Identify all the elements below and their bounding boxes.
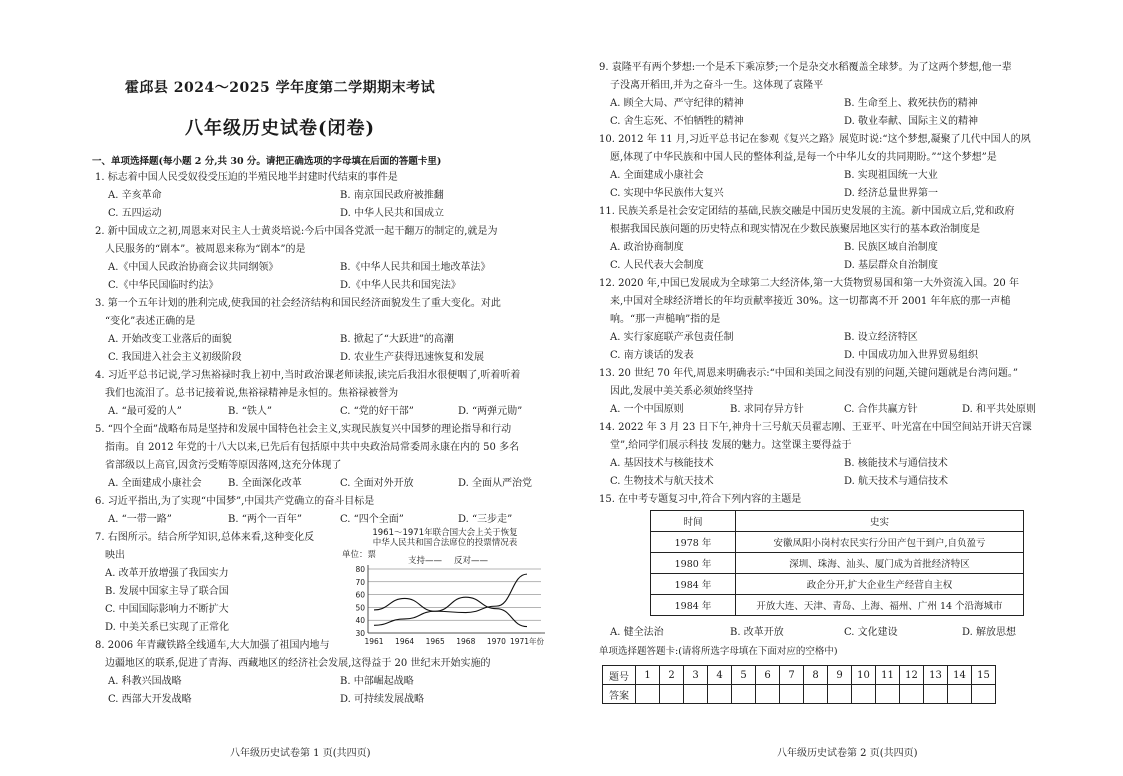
q11-option-d: D. 基层群众自治制度 xyxy=(844,260,939,271)
q13-option-c: C. 合作共赢方针 xyxy=(844,404,918,415)
table-cell-fact: 政企分开,扩大企业生产经营自主权 xyxy=(736,574,1024,595)
answer-input-cell[interactable] xyxy=(684,685,708,704)
question-11-stem-line2: 根据我国民族问题的历史特点和现实情况在少数民族聚居地区实行的基本政治制度是 xyxy=(610,224,980,235)
answer-number-cell: 12 xyxy=(900,666,924,685)
answer-input-cell[interactable] xyxy=(852,685,876,704)
q13-option-b: B. 求同存异方针 xyxy=(730,404,804,415)
answer-number-cell: 14 xyxy=(948,666,972,685)
answer-input-cell[interactable] xyxy=(756,685,780,704)
q15-option-d: D. 解放思想 xyxy=(962,627,1017,638)
q13-option-d: D. 和平共处原则 xyxy=(962,404,1037,415)
q11-option-b: B. 民族区域自治制度 xyxy=(844,242,938,253)
q4-option-a: A. “最可爱的人” xyxy=(108,406,182,417)
q6-option-a: A. “一带一路” xyxy=(108,514,172,525)
answer-number-cell: 15 xyxy=(972,666,996,685)
q5-option-b: B. 全面深化改革 xyxy=(228,478,302,489)
exam-title: 霍邱县 2024～2025 学年度第二学期期末考试 xyxy=(124,80,436,96)
answer-number-cell: 1 xyxy=(636,666,660,685)
q4-option-b: B. “铁人” xyxy=(228,406,272,417)
q14-option-d: D. 航天技术与通信技术 xyxy=(844,476,949,487)
q8-option-c: C. 西部大开发战略 xyxy=(108,694,192,705)
question-5-stem-line3: 省部级以上高官,因贪污受贿等原因落网,这充分体现了 xyxy=(105,460,342,471)
q10-option-c: C. 实现中华民族伟大复兴 xyxy=(610,188,724,199)
section-heading: 一、单项选择题(每小题 2 分,共 30 分。请把正确选项的字母填在后面的答题卡里) xyxy=(92,156,442,167)
q2-option-c: C.《中华民国临时约法》 xyxy=(108,280,219,291)
page-1-footer: 八年级历史试卷第 1 页(共四页) xyxy=(230,748,371,759)
question-9-stem-line1: 9. 袁隆平有两个梦想:一个是禾下乘凉梦;一个是杂交水稻覆盖全球梦。为了这两个梦想,他一辈 xyxy=(599,62,1012,73)
page-2-footer: 八年级历史试卷第 2 页(共四页) xyxy=(777,748,918,759)
table-cell-year: 1984 年 xyxy=(651,574,736,595)
q10-option-a: A. 全面建成小康社会 xyxy=(610,170,704,181)
q1-option-c: C. 五四运动 xyxy=(108,208,162,219)
answer-label-answer: 答案 xyxy=(603,685,636,704)
chart-title-line1: 1961～1971年联合国大会上关于恢复 xyxy=(372,528,518,538)
question-12-stem-line1: 12. 2020 年,中国已发展成为全球第二大经济体,第一大货物贸易国和第一大外资流入国。20 年 xyxy=(599,278,1019,289)
q14-option-a: A. 基因技术与核能技术 xyxy=(610,458,714,469)
q12-option-a: A. 实行家庭联产承包责任制 xyxy=(610,332,734,343)
answer-input-cell[interactable] xyxy=(948,685,972,704)
q14-option-c: C. 生物技术与航天技术 xyxy=(610,476,714,487)
question-14-stem-line2: 堂”,给同学们展示科技 发展的魅力。这堂课主要得益于 xyxy=(610,440,852,451)
q2-option-a: A.《中国人民政治协商会议共同纲领》 xyxy=(108,262,279,273)
answer-number-cell: 6 xyxy=(756,666,780,685)
answer-input-cell[interactable] xyxy=(660,685,684,704)
answer-card-table xyxy=(602,665,996,704)
q6-option-c: C. “四个全面” xyxy=(340,514,404,525)
question-5-stem-line1: 5. “四个全面”战略布局是坚持和发展中国特色社会主义,实现民族复兴中国梦的理论指导和行动 xyxy=(95,424,512,435)
table-cell-fact: 开放大连、天津、青岛、上海、福州、广州 14 个沿海城市 xyxy=(736,595,1024,616)
answer-number-cell: 10 xyxy=(852,666,876,685)
chart-y-unit-label: 单位：票 xyxy=(342,550,377,560)
chart-x-tick-label: 1965 xyxy=(425,637,445,646)
question-8-stem-line1: 8. 2006 年青藏铁路全线通车,大大加强了祖国内地与 xyxy=(95,640,330,651)
answer-input-cell[interactable] xyxy=(924,685,948,704)
q5-option-a: A. 全面建成小康社会 xyxy=(108,478,202,489)
q10-option-b: B. 实现祖国统一大业 xyxy=(844,170,938,181)
q3-option-d: D. 农业生产获得迅速恢复和发展 xyxy=(340,352,485,363)
answer-number-cell: 11 xyxy=(876,666,900,685)
table-header-time: 时间 xyxy=(651,511,736,532)
table-cell-fact: 深圳、珠海、汕头、厦门成为首批经济特区 xyxy=(736,553,1024,574)
chart-y-tick-label: 30 xyxy=(355,629,365,638)
exam-subtitle: 八年级历史试卷(闭卷) xyxy=(184,118,376,139)
question-6-stem: 6. 习近平指出,为了实现“中国梦”,中国共产党确立的奋斗目标是 xyxy=(95,496,375,507)
answer-input-cell[interactable] xyxy=(732,685,756,704)
answer-input-cell[interactable] xyxy=(972,685,996,704)
chart-y-tick-label: 40 xyxy=(355,616,365,626)
question-12-stem-line2: 来,中国对全球经济增长的年均贡献率接近 30%。这一切都离不开 2001 年年底的那一声槌 xyxy=(610,296,1011,307)
q12-option-c: C. 南方谈话的发表 xyxy=(610,350,694,361)
chart-x-tick-label: 1964 xyxy=(395,637,415,646)
question-10-stem-line1: 10. 2012 年 11 月,习近平总书记在参观《复兴之路》展览时说:“这个梦想,凝聚了几代中国人的夙 xyxy=(599,134,1031,145)
answer-input-cell[interactable] xyxy=(708,685,732,704)
question-13-stem-line1: 13. 20 世纪 70 年代,周恩来明确表示:“中国和美国之间没有别的问题,关键问题就是台湾问题。” xyxy=(599,368,1019,379)
q3-option-c: C. 我国进入社会主义初级阶段 xyxy=(108,352,242,363)
q5-option-d: D. 全面从严治党 xyxy=(458,478,533,489)
answer-input-cell[interactable] xyxy=(804,685,828,704)
q6-option-b: B. “两个一百年” xyxy=(228,514,302,525)
q1-option-d: D. 中华人民共和国成立 xyxy=(340,208,445,219)
table-row xyxy=(651,553,1024,574)
answer-number-cell: 2 xyxy=(660,666,684,685)
q7-option-b: B. 发展中国家主导了联合国 xyxy=(105,586,229,597)
question-1-stem: 1. 标志着中国人民受奴役受压迫的半殖民地半封建时代结束的事件是 xyxy=(95,172,398,183)
q9-option-d: D. 敬业奉献、国际主义的精神 xyxy=(844,116,979,127)
answer-box-row xyxy=(603,685,996,704)
q9-option-c: C. 舍生忘死、不怕牺牲的精神 xyxy=(610,116,744,127)
answer-number-cell: 8 xyxy=(804,666,828,685)
answer-input-cell[interactable] xyxy=(828,685,852,704)
legend-oppose: 反对—— xyxy=(454,556,489,566)
table-cell-year: 1978 年 xyxy=(651,532,736,553)
q9-option-b: B. 生命至上、救死扶伤的精神 xyxy=(844,98,978,109)
answer-input-cell[interactable] xyxy=(876,685,900,704)
q4-option-d: D. “两弹元勋” xyxy=(458,406,523,417)
question-2-stem-line2: 人民服务的“剧本”。被周恩来称为“剧本”的是 xyxy=(105,244,306,255)
answer-input-cell[interactable] xyxy=(636,685,660,704)
question-12-stem-line3: 响。“那一声槌响”指的是 xyxy=(610,314,721,325)
q1-option-b: B. 南京国民政府被推翻 xyxy=(340,190,444,201)
question-7-stem-line2: 映出 xyxy=(105,550,125,561)
table-header-row xyxy=(651,511,1024,532)
table-row xyxy=(651,595,1024,616)
q1-option-a: A. 辛亥革命 xyxy=(108,190,162,201)
q5-option-c: C. 全面对外开放 xyxy=(340,478,414,489)
table-cell-year: 1980 年 xyxy=(651,553,736,574)
chart-y-tick-label: 50 xyxy=(355,603,365,613)
exam-page-2 xyxy=(562,0,1123,776)
q3-option-b: B. 掀起了“大跃进”的高潮 xyxy=(340,334,454,345)
answer-input-cell[interactable] xyxy=(900,685,924,704)
q7-option-c: C. 中国国际影响力不断扩大 xyxy=(105,604,229,615)
answer-label-number: 题号 xyxy=(603,666,636,685)
q11-option-c: C. 人民代表大会制度 xyxy=(610,260,704,271)
q15-option-c: C. 文化建设 xyxy=(844,627,898,638)
answer-number-row xyxy=(603,666,996,685)
question-4-stem-line2: 我们也流泪了。总书记接着说,焦裕禄精神是永恒的。焦裕禄被誉为 xyxy=(105,388,399,399)
chart-y-tick-label: 70 xyxy=(355,577,365,587)
question-3-stem-line1: 3. 第一个五年计划的胜利完成,使我国的社会经济结构和国民经济面貌发生了重大变化。对此 xyxy=(95,298,501,309)
question-15-stem: 15. 在中考专题复习中,符合下列内容的主题是 xyxy=(599,494,802,505)
question-5-stem-line2: 指南。自 2012 年党的十八大以来,已先后有包括原中共中央政治局常委周永康在内的 50 多名 xyxy=(105,442,520,453)
voting-line-chart xyxy=(340,525,550,647)
q2-option-d: D.《中华人民共和国宪法》 xyxy=(340,280,461,291)
q2-option-b: B.《中华人民共和国土地改革法》 xyxy=(340,262,491,273)
chart-x-tick-label: 1961 xyxy=(364,637,384,646)
q6-option-d: D. “三步走” xyxy=(458,514,513,525)
answer-number-cell: 5 xyxy=(732,666,756,685)
answer-number-cell: 13 xyxy=(924,666,948,685)
chart-y-tick-label: 60 xyxy=(355,590,365,600)
q7-option-a: A. 改革开放增强了我国实力 xyxy=(105,568,229,579)
answer-input-cell[interactable] xyxy=(780,685,804,704)
answer-number-cell: 4 xyxy=(708,666,732,685)
question-11-stem-line1: 11. 民族关系是社会安定团结的基础,民族交融是中国历史发展的主流。新中国成立后,党和政府 xyxy=(599,206,1015,217)
q4-option-c: C. “党的好干部” xyxy=(340,406,414,417)
chart-x-tick-label: 1970 xyxy=(486,637,506,646)
q15-option-a: A. 健全法治 xyxy=(610,627,664,638)
exam-page-1 xyxy=(0,0,561,776)
table-header-fact: 史实 xyxy=(736,511,1024,532)
table-row xyxy=(651,574,1024,595)
chart-y-tick-label: 80 xyxy=(355,565,365,574)
q8-option-d: D. 可持续发展战略 xyxy=(340,694,425,705)
q10-option-d: D. 经济总量世界第一 xyxy=(844,188,939,199)
chart-title-line2: 中华人民共和国合法席位的投票情况表 xyxy=(372,538,518,548)
chart-x-tick-label: 1971年份 xyxy=(509,637,545,646)
q12-option-d: D. 中国成功加入世界贸易组织 xyxy=(844,350,979,361)
table-row xyxy=(651,532,1024,553)
question-9-stem-line2: 子没离开稻田,并为之奋斗一生。这体现了袁隆平 xyxy=(610,80,824,91)
q13-option-a: A. 一个中国原则 xyxy=(610,404,684,415)
q11-option-a: A. 政治协商制度 xyxy=(610,242,684,253)
question-2-stem-line1: 2. 新中国成立之初,周恩来对民主人士黄炎培说:今后中国各党派一起干翻万的制定的,就是为 xyxy=(95,226,498,237)
q9-option-a: A. 顾全大局、严守纪律的精神 xyxy=(610,98,744,109)
q12-option-b: B. 设立经济特区 xyxy=(844,332,918,343)
answer-card-title: 单项选择题答题卡:(请将所选字母填在下面对应的空格中) xyxy=(599,646,838,657)
answer-number-cell: 7 xyxy=(780,666,804,685)
answer-number-cell: 9 xyxy=(828,666,852,685)
table-cell-year: 1984 年 xyxy=(651,595,736,616)
question-13-stem-line2: 因此,发展中美关系必须始终坚持 xyxy=(610,386,754,397)
q8-option-a: A. 科教兴国战略 xyxy=(108,676,182,687)
q7-option-d: D. 中美关系已实现了正常化 xyxy=(105,622,230,633)
chart-x-tick-label: 1968 xyxy=(456,637,476,646)
table-cell-fact: 安徽凤阳小岗村农民实行分田产包干到户,自负盈亏 xyxy=(736,532,1024,553)
question-8-stem-line2: 边疆地区的联系,促进了青海、西藏地区的经济社会发展,这得益于 20 世纪末开始实施的 xyxy=(105,658,491,669)
question-14-stem-line1: 14. 2022 年 3 月 23 日下午,神舟十三号航天员翟志刚、王亚平、叶光富在中国空间站开讲天宫课 xyxy=(599,422,1032,433)
answer-number-cell: 3 xyxy=(684,666,708,685)
legend-support: 支持—— xyxy=(408,556,443,566)
question-3-stem-line2: “变化”表述正确的是 xyxy=(105,316,196,327)
q3-option-a: A. 开始改变工业落后的面貌 xyxy=(108,334,232,345)
history-events-table xyxy=(650,510,1024,616)
q8-option-b: B. 中部崛起战略 xyxy=(340,676,414,687)
question-4-stem-line1: 4. 习近平总书记说,学习焦裕禄时我上初中,当时政治课老师读报,读完后我泪水很便咽了,听着听着 xyxy=(95,370,521,381)
question-10-stem-line2: 愿,体现了中华民族和中国人民的整体利益,是每一个中华儿女的共同期盼。”“这个梦想”是 xyxy=(610,152,997,163)
q14-option-b: B. 核能技术与通信技术 xyxy=(844,458,948,469)
q15-option-b: B. 改革开放 xyxy=(730,627,784,638)
question-7-stem-line1: 7. 右图所示。结合所学知识,总体来看,这种变化反 xyxy=(95,532,315,543)
